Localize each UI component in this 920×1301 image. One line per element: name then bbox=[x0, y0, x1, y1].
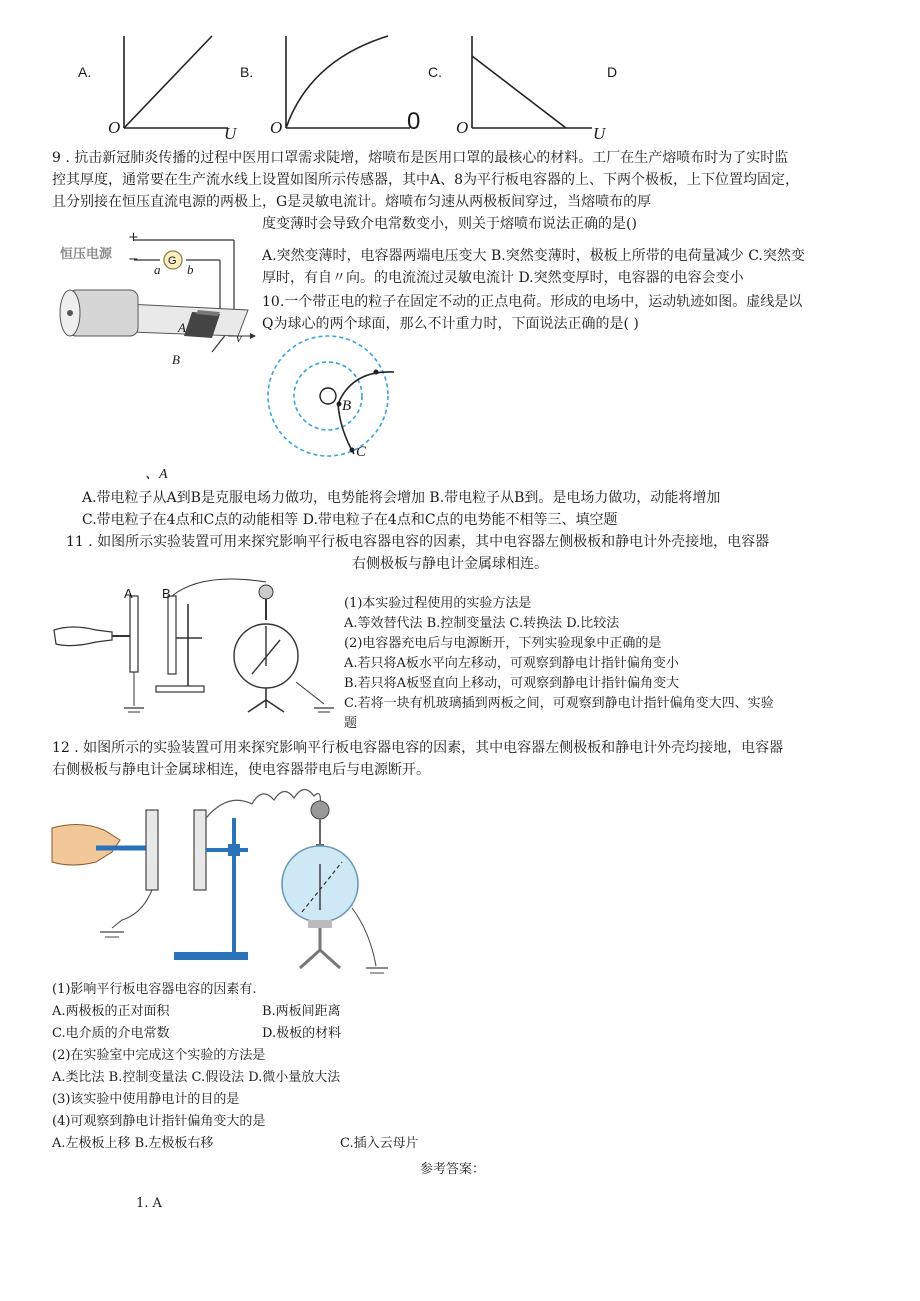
q11-sub2-c: C.若将一块有机玻璃插到两板之间，可观察到静电计指针偏角变大四、实验 bbox=[344, 696, 774, 711]
q12-sub1-d: D.极板的材料 bbox=[262, 1026, 342, 1041]
q11-fig-plate-a: A bbox=[124, 586, 133, 601]
q9-line4: 度变薄时会导致介电常数变小，则关于熔喷布说法正确的是() bbox=[262, 216, 637, 232]
q11-sub2-a: A.若只将A板水平向左移动，可观察到静电计指针偏角变小 bbox=[344, 656, 679, 671]
graph-b-axis-glyph: 0 bbox=[407, 108, 421, 135]
q11-apparatus-figure bbox=[52, 574, 342, 722]
graph-a-label: A. bbox=[78, 64, 92, 80]
graph-b-origin: O bbox=[270, 118, 283, 137]
q12-sub4-ab: A.左极板上移 B.左极板右移 bbox=[52, 1136, 214, 1151]
q10-line1: 10.一个带正电的粒子在固定不动的正点电荷。形成的电场中，运动轨迹如图。虚线是以 bbox=[262, 294, 803, 310]
q9-options-line2: 厚时，有自〃向。的电流流过灵敏电流计 D.突然变厚时，电容器的电容会变小 bbox=[262, 270, 744, 286]
q12-line1: 12 . 如图所示的实验装置可用来探究影响平行板电容器电容的因素，其中电容器左侧极板和静电计外壳均接地，电容器 bbox=[52, 740, 784, 756]
q10-fig-point-c: C bbox=[356, 444, 367, 460]
q11-sub1: (1)本实验过程使用的实验方法是 bbox=[344, 596, 532, 611]
graph-a-origin: O bbox=[108, 118, 121, 137]
q9-line1: 9 . 抗击新冠肺炎传播的过程中医用口罩需求陡增，熔喷布是医用口罩的最核心的材料。工厂在生产熔喷布时为了实时监 bbox=[52, 150, 789, 166]
q12-sub1-b: B.两板间距离 bbox=[262, 1004, 341, 1019]
q9-fig-g: G bbox=[168, 255, 177, 267]
q12-sub1-c: C.电介质的介电常数 bbox=[52, 1026, 170, 1041]
graph-a-axis-u: U bbox=[224, 124, 237, 143]
q9-fig-source-label: 恒压电源 bbox=[60, 246, 113, 261]
answer-1: 1. A bbox=[136, 1196, 162, 1211]
q9-fig-a: a bbox=[154, 262, 161, 277]
answers-title: 参考答案： bbox=[420, 1162, 486, 1177]
q10-options-line1: A.带电粒子从A到B是克服电场力做功，电势能将会增加 B.带电粒子从B到。是电场力做功，动能将增加 bbox=[82, 490, 721, 506]
q10-fig-point-a: 、A bbox=[145, 467, 168, 482]
q9-fig-v: v bbox=[236, 330, 242, 345]
q12-sub3: (3)该实验中使用静电计的目的是 bbox=[52, 1092, 240, 1107]
q11-sub1-options: A.等效替代法 B.控制变量法 C.转换法 D.比较法 bbox=[344, 616, 620, 631]
graph-b-label: B. bbox=[240, 64, 254, 80]
q11-sub2: (2)电容器充电后与电源断开，下列实验现象中正确的是 bbox=[344, 636, 662, 651]
q12-line2: 右侧极板与静电计金属球相连，使电容器带电后与电源断开。 bbox=[52, 762, 430, 778]
q9-line3: 且分别接在恒压直流电源的两极上，G是灵敏电流计。熔喷布匀速从两极板间穿过，当熔喷布的厚 bbox=[52, 194, 652, 210]
q9-fig-plate-b: B bbox=[172, 352, 180, 367]
q10-fig-point-b: B bbox=[342, 398, 352, 414]
q11-sub2-c-cont: 题 bbox=[344, 716, 358, 731]
q9-options-line1: A.突然变薄时，电容器两端电压变大 B.突然变薄时，极板上所带的电荷量减少 C.突然变 bbox=[262, 248, 805, 264]
q12-sub2-options: A.类比法 B.控制变量法 C.假设法 D.微小量放大法 bbox=[52, 1070, 341, 1085]
q10-line2: Q为球心的两个球面，那么不计重力时，下面说法正确的是( ) bbox=[262, 316, 639, 332]
q9-fig-minus: − bbox=[128, 252, 139, 267]
q12-apparatus-figure bbox=[52, 782, 402, 978]
q12-sub1: (1)影响平行板电容器电容的因素有. bbox=[52, 982, 257, 997]
q12-sub2: (2)在实验室中完成这个实验的方法是 bbox=[52, 1048, 266, 1063]
q10-options-line2: C.带电粒子在4点和C点的动能相等 D.带电粒子在4点和C点的电势能不相等三、填空题 bbox=[82, 512, 618, 528]
graph-c-origin: O bbox=[456, 118, 469, 137]
graph-c-axis-u: U bbox=[593, 124, 606, 143]
q9-fig-plus: + bbox=[128, 230, 139, 245]
q12-sub4-c: C.插入云母片 bbox=[340, 1136, 419, 1151]
q9-line2: 控其厚度，通常要在生产流水线上设置如图所示传感器，其中A、8为平行板电容器的上、下两个极板，上下位置均固定， bbox=[52, 172, 800, 188]
q9-fig-b: b bbox=[187, 262, 194, 277]
q12-sub4: (4)可观察到静电计指针偏角变大的是 bbox=[52, 1114, 266, 1129]
q11-fig-plate-b: B bbox=[162, 586, 171, 601]
q11-line1: 11 . 如图所示实验装置可用来探究影响平行板电容器电容的因素，其中电容器左侧极板和静电计外壳接地，电容器 bbox=[66, 534, 770, 550]
q9-fig-plate-a: A bbox=[178, 320, 186, 335]
graph-c-label: C. bbox=[428, 64, 442, 80]
q11-sub2-b: B.若只将A板竖直向上移动，可观察到静电计指针偏角变大 bbox=[344, 676, 680, 691]
graph-d-label: D bbox=[607, 64, 618, 80]
q11-line2: 右侧极板与静电计金属球相连。 bbox=[352, 556, 548, 572]
q10-field-figure bbox=[262, 334, 412, 464]
q12-sub1-a: A.两极板的正对面积 bbox=[52, 1004, 170, 1019]
